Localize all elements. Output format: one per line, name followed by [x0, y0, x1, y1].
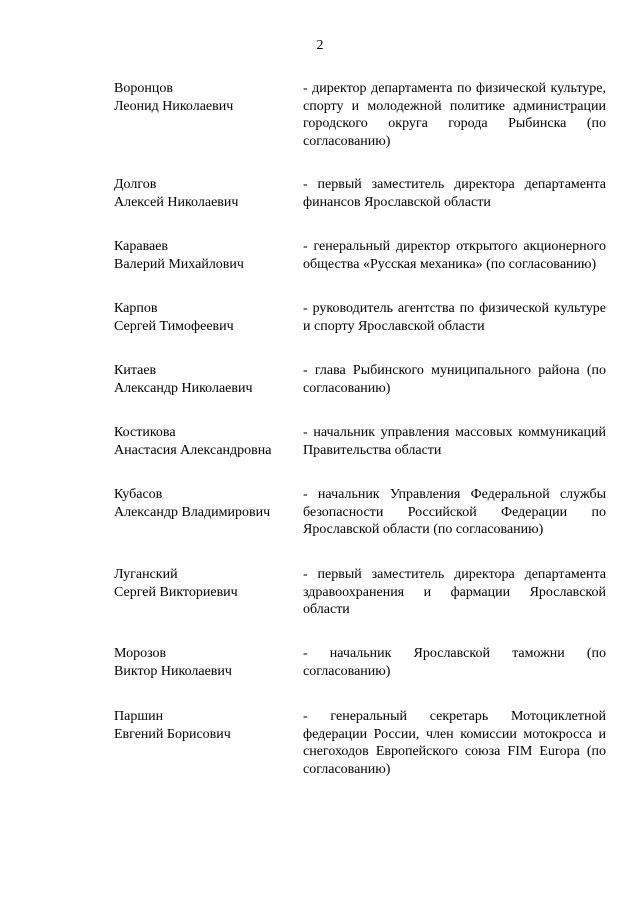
member-position: - генеральный директор открытого акционерного общества «Русская механика» (по согласованию) [303, 239, 606, 272]
member-name [114, 645, 294, 680]
member-surname: Китаев [114, 363, 157, 378]
member-position: - начальник Ярославской таможни (по согласованию) [303, 646, 606, 679]
member-surname: Долгов [114, 177, 157, 192]
member-position: - начальник Управления Федеральной службы безопасности Российской Федерации по Ярославской области (по согласованию) [303, 487, 606, 537]
member-given-names: Виктор Николаевич [114, 663, 232, 679]
member-surname: Морозов [114, 646, 167, 661]
page-number: 2 [316, 38, 324, 53]
member-name [114, 566, 294, 601]
member-given-names: Сергей Тимофеевич [114, 318, 234, 334]
member-name [114, 300, 294, 335]
member-position: - первый заместитель директора департамента здравоохранения и фармации Ярославской области [303, 567, 606, 617]
member-surname: Паршин [114, 709, 164, 724]
member-name [114, 80, 294, 115]
member-surname: Карпов [114, 301, 158, 316]
member-surname: Костикова [114, 425, 176, 440]
member-name [114, 176, 294, 211]
member-name [114, 708, 294, 743]
member-given-names: Александр Владимирович [114, 504, 271, 520]
member-position: - директор департамента по физической культуре, спорту и молодежной политике администрации городского округа города Рыбинска (по согласованию) [303, 81, 606, 149]
member-surname: Караваев [114, 239, 169, 254]
member-name [114, 424, 294, 459]
member-surname: Кубасов [114, 487, 163, 502]
member-position: - генеральный секретарь Мотоциклетной федерации России, член комиссии мотокросса и снегоходов Европейского союза FIM Europa (по согласованию) [303, 709, 606, 777]
member-given-names: Александр Николаевич [114, 380, 253, 396]
member-position: - первый заместитель директора департамента финансов Ярославской области [303, 177, 606, 210]
member-given-names: Валерий Михайлович [114, 256, 244, 272]
member-name [114, 486, 294, 521]
member-name [114, 238, 294, 273]
member-name [114, 362, 294, 397]
member-position: - глава Рыбинского муниципального района (по согласованию) [303, 363, 606, 396]
member-position: - начальник управления массовых коммуникаций Правительства области [303, 425, 606, 458]
member-surname: Луганский [114, 567, 178, 582]
member-given-names: Сергей Викториевич [114, 584, 238, 600]
member-given-names: Леонид Николаевич [114, 98, 234, 114]
member-given-names: Алексей Николаевич [114, 194, 239, 210]
member-surname: Воронцов [114, 81, 173, 96]
member-given-names: Анастасия Александровна [114, 442, 272, 458]
member-position: - руководитель агентства по физической культуре и спорту Ярославской области [303, 301, 606, 334]
member-given-names: Евгений Борисович [114, 726, 231, 742]
